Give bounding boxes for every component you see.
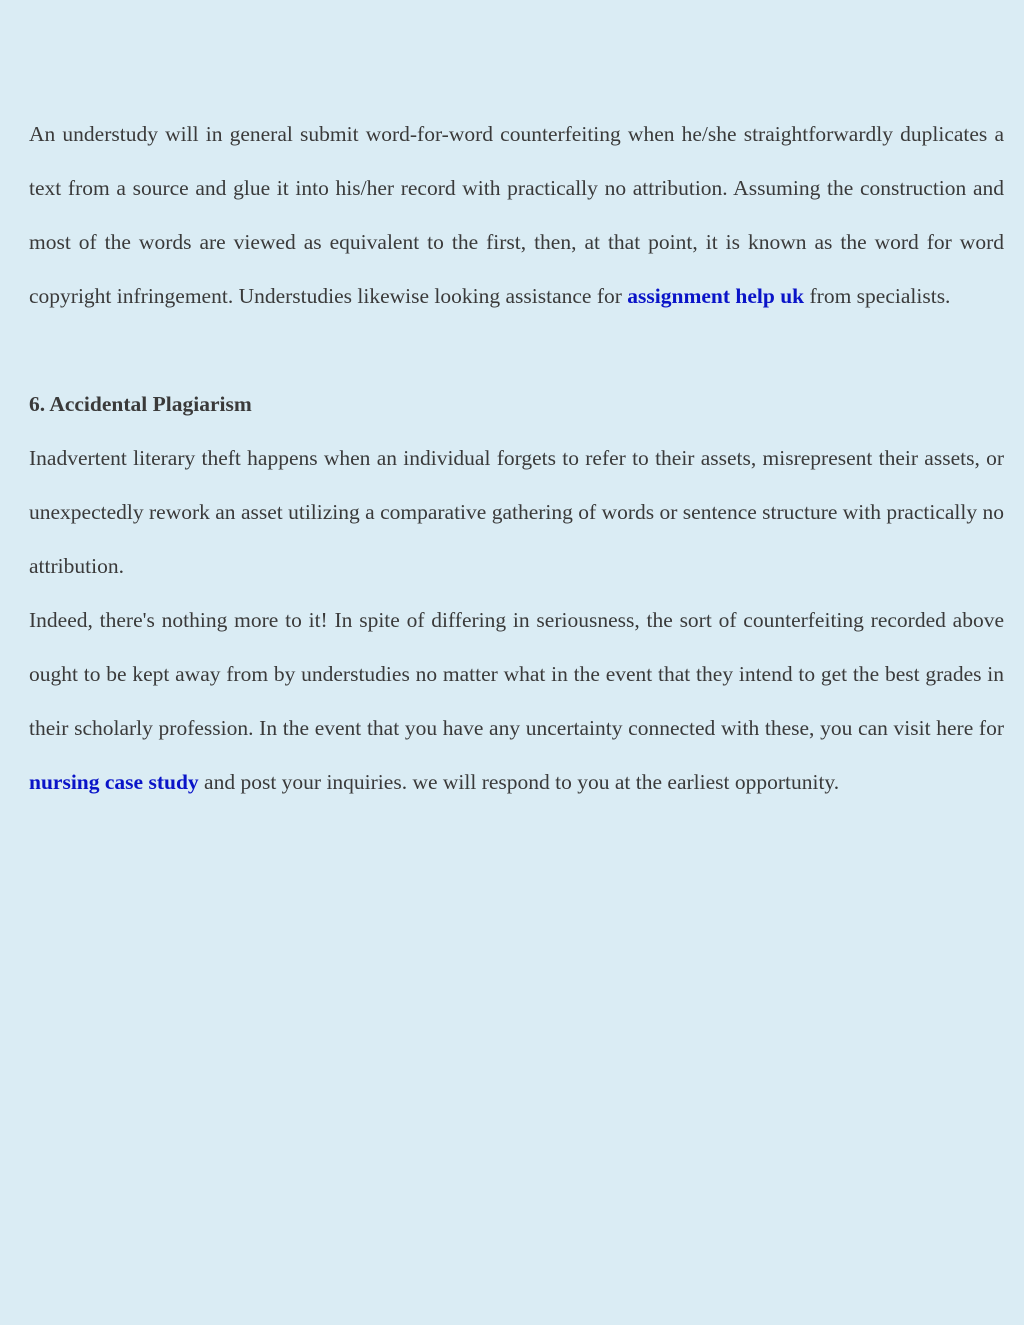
document-body — [29, 107, 1004, 809]
nursing-case-study-link[interactable]: nursing case study — [29, 770, 199, 794]
paragraph-spacer — [29, 323, 1004, 377]
assignment-help-uk-link[interactable]: assignment help uk — [627, 284, 805, 308]
paragraph-accidental-plagiarism: Inadvertent literary theft happens when an individual forgets to refer to their assets, misrepresent their assets, or unexpectedly rework an asset utilizing a comparative gathering of words or sentence structure with practically no attribution. — [29, 446, 1004, 578]
paragraph-text: and post your inquiries. we will respond to you at the earliest opportunity. — [198, 770, 840, 794]
paragraph-text: An understudy will in general submit word-for-word counterfeiting when he/she straightforwardly duplicates a text from a source and glue it into his/her record with practically no attribution. Assuming the construction and most of the words are viewed as equivalent to the first, then, at that point, it is known as the word for word copyright infringement. Understudies likewise looking assistance for — [29, 122, 1004, 308]
paragraph-verbatim-plagiarism — [29, 107, 1004, 323]
paragraph-text: Indeed, there's nothing more to it! In spite of differing in seriousness, the sort of counterfeiting recorded above ought to be kept away from by understudies no matter what in the event that they intend to get the best grades in their scholarly profession. In the event that you have any uncertainty connected with these, you can visit here for — [29, 608, 1004, 740]
paragraph-text: from specialists. — [804, 284, 951, 308]
paragraph-conclusion — [29, 593, 1004, 809]
section-heading: 6. Accidental Plagiarism — [29, 392, 252, 416]
